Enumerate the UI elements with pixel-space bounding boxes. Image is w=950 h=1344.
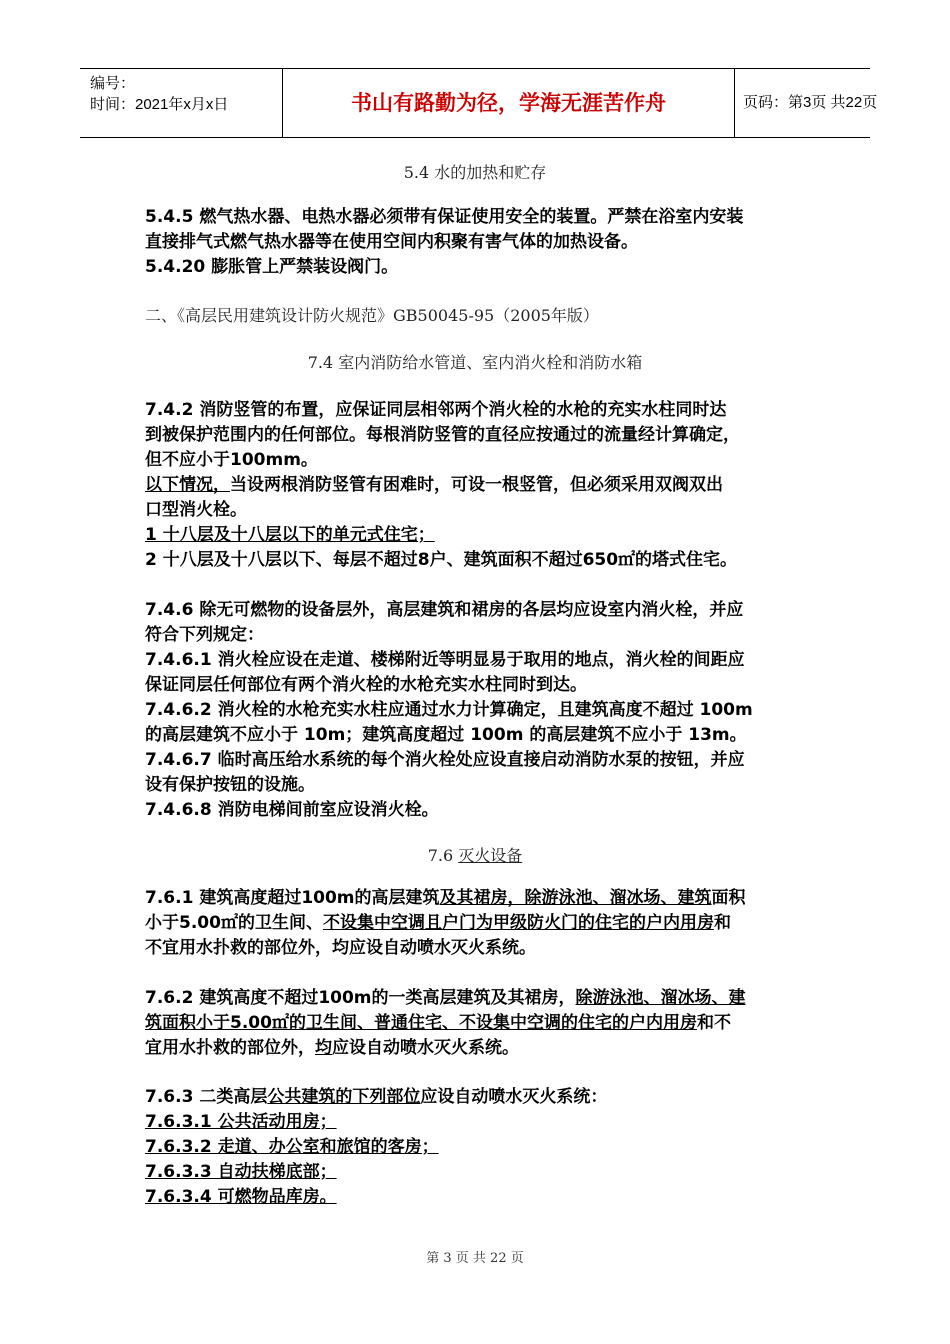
header-page-label: 页码：第3页 共22页 bbox=[743, 94, 878, 111]
underlined-text: 不设集中空调且户门为甲级防火门的住宅的户内用房 bbox=[322, 913, 714, 933]
clause-line bbox=[145, 886, 810, 911]
sub-item-7-6-3-2: 7.6.3.2 走道、办公室和旅馆的客房； bbox=[145, 1137, 439, 1157]
clause-line: 7.4.6.1 消火栓应设在走道、楼梯附近等明显易于取用的地点，消火栓的间距应 bbox=[145, 650, 745, 670]
underlined-text: 以下情况， bbox=[145, 475, 230, 495]
clause-line: 7.4.6.2 消火栓的水枪充实水柱应通过水力计算确定，且建筑高度不超过 100m bbox=[145, 700, 753, 720]
clause-line: 7.4.6.7 临时高压给水系统的每个消火栓处应设直接启动消防水泵的按钮，并应 bbox=[145, 750, 745, 770]
section-title-text: 灭火设备 bbox=[458, 846, 523, 865]
clause-text: 和 bbox=[713, 913, 731, 933]
clause-line bbox=[145, 986, 810, 1011]
section-title-7-6 bbox=[80, 843, 870, 866]
underlined-text: 公共建筑的下列部位 bbox=[267, 1087, 421, 1107]
sub-item-7-6-3-4: 7.6.3.4 可燃物品库房。 bbox=[145, 1187, 337, 1207]
underlined-text: ，除游泳池、溜冰场、建筑 bbox=[507, 888, 712, 908]
underlined-text: 除游泳池、溜冰场、建 bbox=[575, 988, 746, 1008]
section-title-5-4: 5.4 水的加热和贮存 bbox=[403, 163, 547, 182]
code-label: 编号： bbox=[90, 75, 136, 92]
clause-line bbox=[145, 911, 810, 936]
underlined-text: 及其裙房 bbox=[439, 888, 508, 908]
clause-line bbox=[145, 1085, 810, 1110]
clause-line: 到被保护范围内的任何部位。每根消防竖管的直径应按通过的流量经计算确定， bbox=[145, 425, 740, 445]
clause-text: 和不 bbox=[696, 1013, 731, 1033]
clause-text: 当设两根消防竖管有困难时，可设一根竖管，但必须采用双阀双出 bbox=[230, 475, 723, 495]
clause-line: 设有保护按钮的设施。 bbox=[145, 775, 315, 795]
clause-line: 7.4.6 除无可燃物的设备层外，高层建筑和裙房的各层均应设室内消火栓，并应 bbox=[145, 600, 744, 620]
header-motto: 书山有路勤为径，学海无涯苦作舟 bbox=[283, 69, 735, 137]
clause-line: 符合下列规定： bbox=[145, 625, 264, 645]
standard-title: 二、《高层民用建筑设计防火规范》GB50045-95（2005年版） bbox=[145, 306, 599, 325]
clause-7-4-6 bbox=[145, 598, 810, 823]
clause-7-6-1 bbox=[145, 886, 810, 961]
clause-line: 的高层建筑不应小于 10m；建筑高度超过 100m 的高层建筑不应小于 13m。 bbox=[145, 725, 747, 745]
underlined-text: 筑面积小于5.00㎡的卫生间、普通住宅、不设集中空调的住宅的户内用房 bbox=[145, 1013, 697, 1033]
clause-text: 宜用水扑救的部位外， bbox=[145, 1038, 315, 1058]
sub-item-7-6-3-1: 7.6.3.1 公共活动用房； bbox=[145, 1112, 337, 1132]
clause-line bbox=[145, 1011, 810, 1036]
clause-text: 应设自动喷水灭火系统： bbox=[420, 1087, 608, 1107]
clause-line bbox=[145, 473, 810, 498]
clause-text: 应设自动喷水灭火系统。 bbox=[332, 1038, 519, 1058]
clause-line: 7.4.2 消防竖管的布置，应保证同层相邻两个消火栓的水枪的充实水柱同时达 bbox=[145, 400, 727, 420]
list-item-2: 2 十八层及十八层以下、每层不超过8户、建筑面积不超过650㎡的塔式住宅。 bbox=[145, 550, 738, 570]
clause-7-6-3 bbox=[145, 1085, 810, 1210]
clause-text: 面积 bbox=[711, 888, 746, 908]
section-number: 7.6 bbox=[427, 846, 459, 865]
clause-text: 7.6.3 二类高层 bbox=[145, 1087, 268, 1107]
clause-line: 5.4.5 燃气热水器、电热水器必须带有保证使用安全的装置。严禁在浴室内安装 bbox=[145, 207, 744, 227]
clause-line bbox=[145, 1036, 810, 1061]
clause-text: 小于5.00㎡的卫生间、 bbox=[145, 913, 323, 933]
clause-7-6-2 bbox=[145, 986, 810, 1061]
clause-line: 保证同层任何部位有两个消火栓的水枪充实水柱同时到达。 bbox=[145, 675, 587, 695]
page-header bbox=[80, 68, 878, 138]
clause-text: 7.6.2 建筑高度不超过100m的一类高层建筑及其裙房， bbox=[145, 988, 576, 1008]
clause-text: 7.6.1 建筑高度超过100m的高层建筑 bbox=[145, 888, 440, 908]
clause-line: 不宜用水扑救的部位外，均应设自动喷水灭火系统。 bbox=[145, 938, 536, 958]
clause-line: 但不应小于100mm。 bbox=[145, 450, 318, 470]
clause-line: 口型消火栓。 bbox=[145, 500, 247, 520]
section-title-7-4: 7.4 室内消防给水管道、室内消火栓和消防水箱 bbox=[307, 353, 643, 372]
clause-7-4-2 bbox=[145, 398, 810, 573]
clause-5-4-20: 5.4.20 膨胀管上严禁装设阀门。 bbox=[145, 257, 399, 277]
clause-5-4-5 bbox=[145, 205, 810, 280]
page-footer: 第 3 页 共 22 页 bbox=[426, 1251, 524, 1266]
clause-line: 直接排气式燃气热水器等在使用空间内积聚有害气体的加热设备。 bbox=[145, 232, 638, 252]
underlined-text: 均 bbox=[315, 1038, 332, 1058]
header-meta bbox=[80, 69, 283, 137]
clause-line: 7.4.6.8 消防电梯间前室应设消火栓。 bbox=[145, 800, 439, 820]
list-item-1: 1 十八层及十八层以下的单元式住宅； bbox=[145, 525, 435, 545]
sub-item-7-6-3-3: 7.6.3.3 自动扶梯底部； bbox=[145, 1162, 337, 1182]
time-label: 时间：2021年x月x日 bbox=[90, 96, 229, 113]
